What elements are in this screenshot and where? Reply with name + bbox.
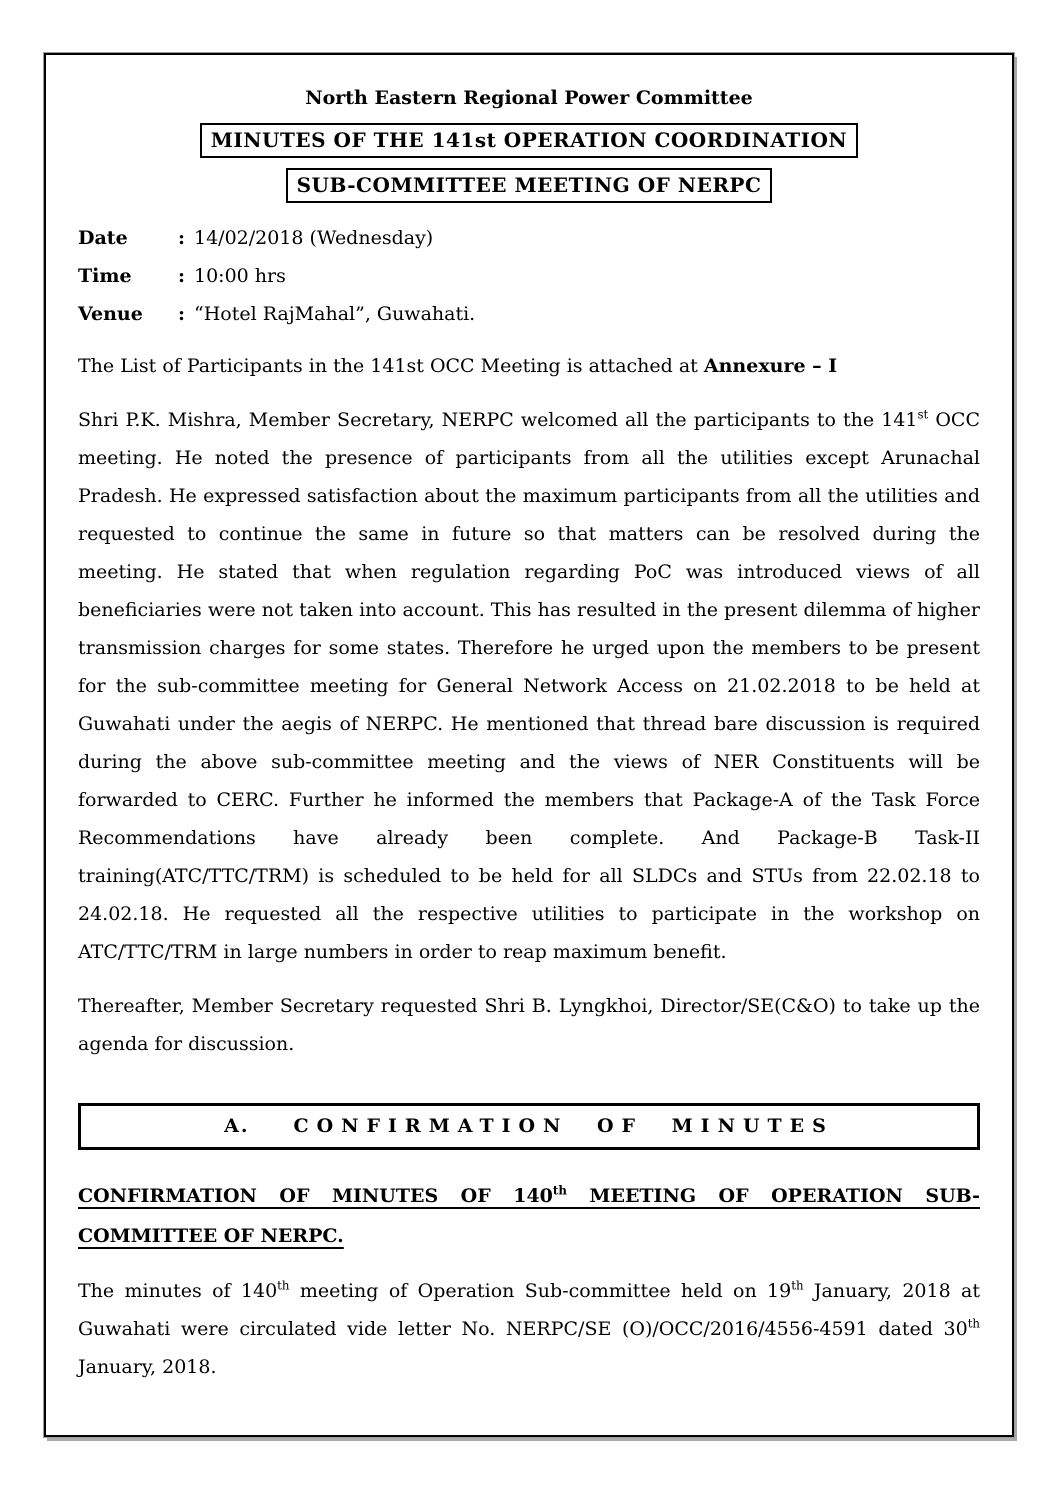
paragraph-confirmation-body: The minutes of 140th meeting of Operation Sub-committee held on 19th January, 2018 at Guwahati were circulated vide letter No. NERPC/SE (O)/OCC/2016/4556-4591 dated 30th January, 2018.: [78, 1278, 980, 1378]
section-a-heading-box: [78, 1103, 980, 1150]
meta-label-time: Time: [78, 265, 132, 287]
section-a-title: CONFIRMATION OF MINUTES: [293, 1115, 834, 1137]
doc-title-line2: SUB-COMMITTEE MEETING OF NERPC: [286, 168, 773, 203]
doc-title-line1: MINUTES OF THE 141st OPERATION COORDINATION: [200, 123, 858, 158]
meta-value-time: 10:00 hrs: [194, 265, 286, 287]
meta-separator: :: [178, 265, 186, 287]
meta-label-date: Date: [78, 227, 128, 249]
meeting-meta: [78, 219, 980, 333]
paragraph-participants: The List of Participants in the 141st OCC Meeting is attached at Annexure – I: [78, 355, 838, 377]
meta-value-date: 14/02/2018 (Wednesday): [194, 227, 434, 249]
document-page: [44, 53, 1014, 1437]
section-a-prefix: A.: [224, 1115, 250, 1137]
meta-separator: :: [178, 303, 186, 325]
meta-value-venue: “Hotel RajMahal”, Guwahati.: [194, 303, 476, 325]
meta-separator: :: [178, 227, 186, 249]
paragraph-thereafter: Thereafter, Member Secretary requested Shri B. Lyngkhoi, Director/SE(C&O) to take up the agenda for discussion.: [78, 995, 980, 1055]
meta-row-time: [78, 257, 980, 295]
paragraph-welcome: Shri P.K. Mishra, Member Secretary, NERPC welcomed all the participants to the 141st OCC meeting. He noted the presence of participants from all the utilities except Arunachal Pradesh. He expressed satisfaction about the maximum participants from all the utilities and requested to continue the same in future so that matters can be resolved during the meeting. He stated that when regulation regarding PoC was introduced views of all beneficiaries were not taken into account. This has resulted in the present dilemma of higher transmission charges for some states. Therefore he urged upon the members to be present for the sub-committee meeting for General Network Access on 21.02.2018 to be held at Guwahati under the aegis of NERPC. He mentioned that thread bare discussion is required during the above sub-committee meeting and the views of NER Constituents will be forwarded to CERC. Further he informed the members that Package-A of the Task Force Recommendations have already been complete. And Package-B Task-II training(ATC/TTC/TRM) is scheduled to be held for all SLDCs and STUs from 22.02.18 to 24.02.18. He requested all the respective utilities to participate in the workshop on ATC/TTC/TRM in large numbers in order to reap maximum benefit.: [78, 407, 980, 963]
meta-row-date: [78, 219, 980, 257]
confirmation-subheading: CONFIRMATION OF MINUTES OF 140th MEETING OF OPERATION SUB-COMMITTEE OF NERPC.: [78, 1183, 980, 1247]
meta-row-venue: [78, 295, 980, 333]
doc-title-row-1: [78, 123, 980, 158]
org-title: North Eastern Regional Power Committee: [305, 87, 753, 109]
doc-title-row-2: [78, 168, 980, 203]
meta-label-venue: Venue: [78, 303, 143, 325]
